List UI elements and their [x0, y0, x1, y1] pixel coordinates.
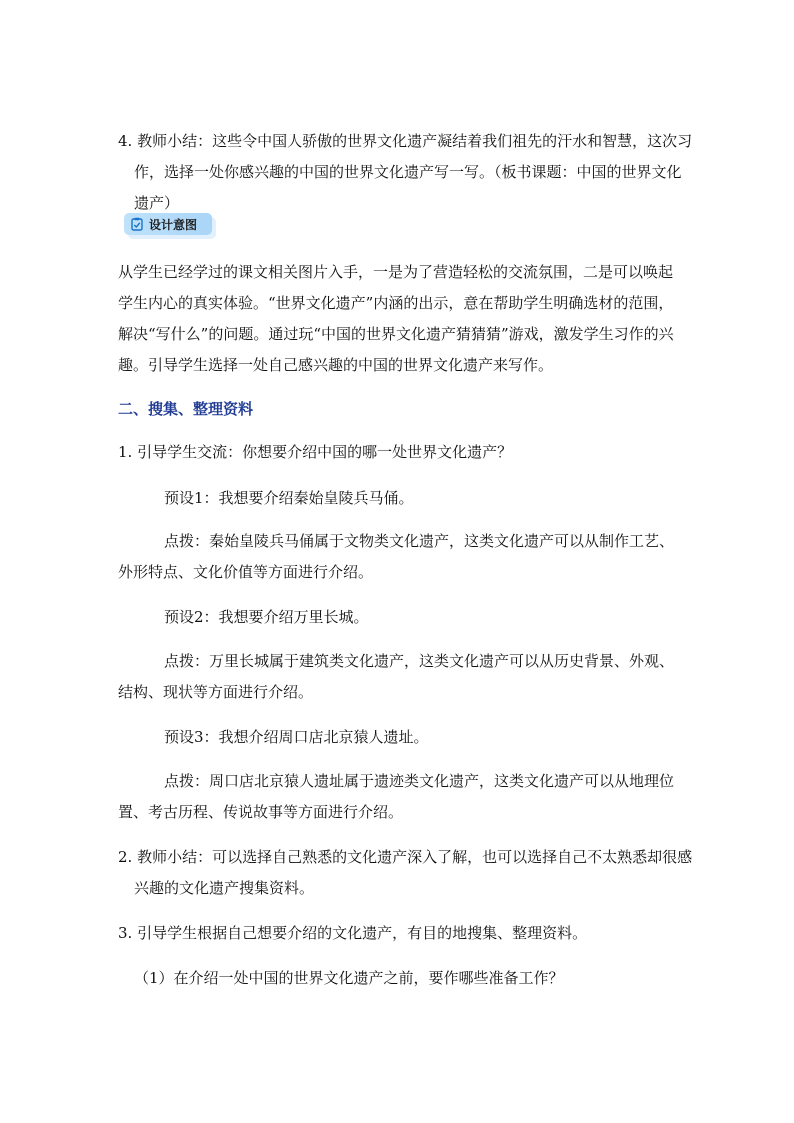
paragraph-teacher-summary-4: 4. 教师小结：这些令中国人骄傲的世界文化遗产凝结着我们祖先的汗水和智慧，这次习作，选择一处你感兴趣的中国的世界文化遗产写一写。（板书课题：中国的世界文化遗产）	[118, 132, 693, 212]
clipboard-check-icon	[130, 217, 144, 231]
paragraph-step-3: 3. 引导学生根据自己想要介绍的文化遗产，有目的地搜集、整理资料。	[118, 924, 588, 942]
paragraph-step-1: 1. 引导学生交流：你想要介绍中国的哪一处世界文化遗产？	[118, 443, 513, 461]
paragraph-tip-1: 点拨：秦始皇陵兵马俑属于文物类文化遗产，这类文化遗产可以从制作工艺、外形特点、文化价值等方面进行介绍。	[118, 532, 675, 581]
paragraph-step-2: 2. 教师小结：可以选择自己熟悉的文化遗产深入了解，也可以选择自己不太熟悉却很感兴趣的文化遗产搜集资料。	[118, 848, 693, 897]
paragraph-tip-3: 点拨：周口店北京猿人遗址属于遗迹类文化遗产，这类文化遗产可以从地理位置、考古历程、传说故事等方面进行介绍。	[118, 772, 675, 821]
paragraph-preset-1: 预设1：我想要介绍秦始皇陵兵马俑。	[164, 489, 414, 507]
paragraph-design-intent: 从学生已经学过的课文相关图片入手，一是为了营造轻松的交流氛围，二是可以唤起学生内心的真实体验。“世界文化遗产”内涵的出示，意在帮助学生明确选材的范围，解决“写什么”的问题。通过玩“中国的世界文化遗产猜猜猜”游戏，激发学生习作的兴趣。引导学生选择一处自己感兴趣的中国的世界文化遗产来写作。	[118, 263, 674, 374]
badge-label: 设计意图	[149, 217, 198, 232]
design-intent-badge	[124, 213, 212, 235]
paragraph-preset-3: 预设3：我想介绍周口店北京猿人遗址。	[164, 728, 429, 746]
paragraph-tip-2: 点拨：万里长城属于建筑类文化遗产，这类文化遗产可以从历史背景、外观、结构、现状等方面进行介绍。	[118, 652, 675, 701]
paragraph-preset-2: 预设2：我想要介绍万里长城。	[164, 608, 369, 626]
paragraph-question-1: （1）在介绍一处中国的世界文化遗产之前，要作哪些准备工作？	[134, 969, 564, 987]
section-heading-collect: 二、搜集、整理资料	[118, 400, 254, 418]
